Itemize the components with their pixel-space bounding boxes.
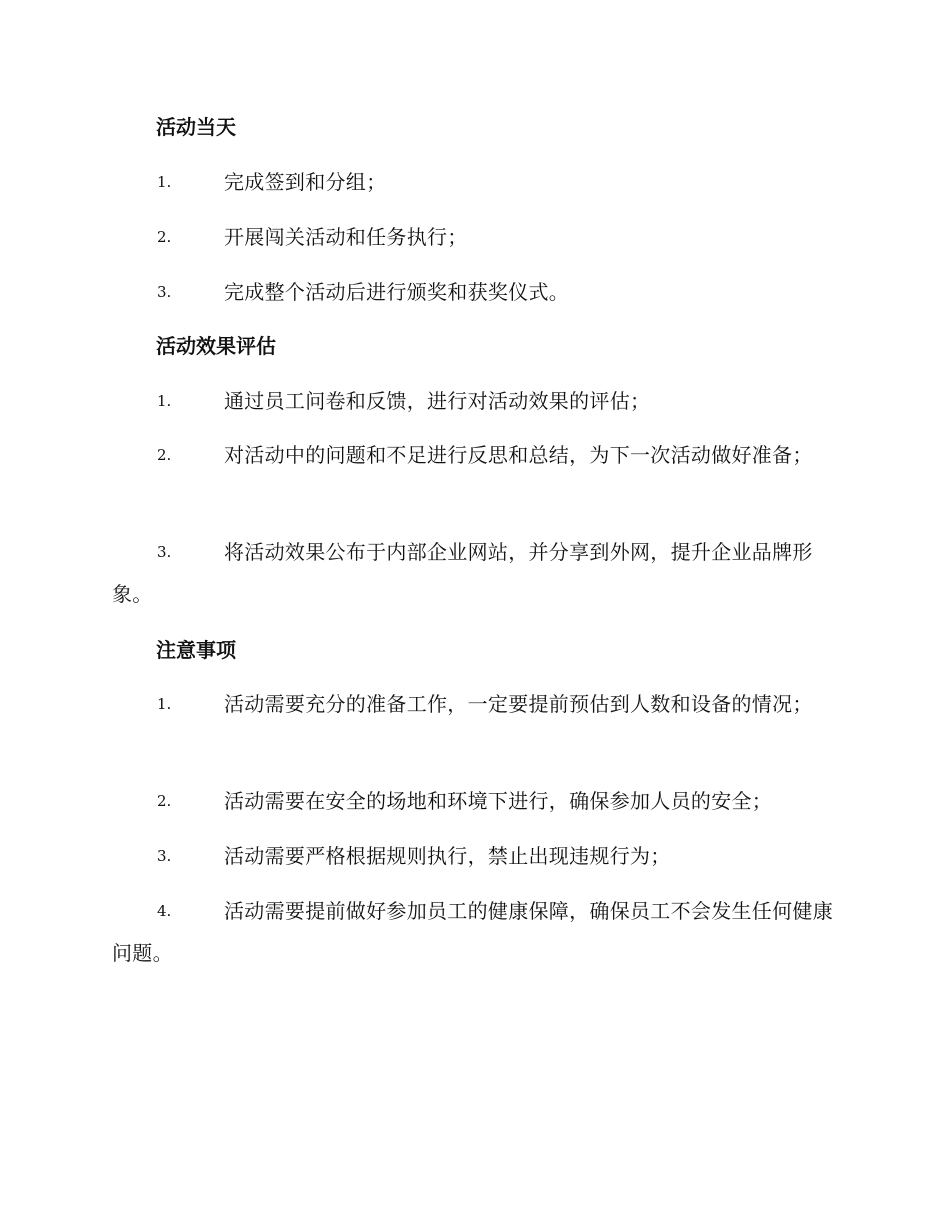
list-item-text: 活动需要严格根据规则执行，禁止出现违规行为；	[224, 844, 671, 868]
list-item	[112, 434, 842, 476]
list-item-text: 完成签到和分组；	[224, 170, 387, 194]
list-item-text: 活动需要充分的准备工作，一定要提前预估到人数和设备的情况；	[224, 692, 813, 716]
list-item	[112, 271, 842, 313]
list-item-text: 开展闯关活动和任务执行；	[224, 225, 468, 249]
list-item	[112, 835, 842, 877]
list-item-number: 1.	[157, 173, 172, 191]
list-item-text: 通过员工问卷和反馈，进行对活动效果的评估；	[224, 389, 651, 413]
list-item	[112, 890, 842, 974]
list-item-number: 2.	[157, 228, 172, 246]
list-item-number: 3.	[157, 543, 172, 561]
list-item-number: 1.	[157, 392, 172, 410]
list-item-text: 完成整个活动后进行颁奖和获奖仪式。	[224, 280, 570, 304]
list-item-text: 将活动效果公布于内部企业网站，并分享到外网，提升企业品牌形象。	[112, 540, 813, 606]
list-item-number: 2.	[157, 446, 172, 464]
section-heading-notes: 注意事项	[156, 638, 236, 662]
section-heading-evaluation: 活动效果评估	[156, 334, 276, 358]
list-item-text: 活动需要在安全的场地和环境下进行，确保参加人员的安全；	[224, 789, 773, 813]
list-item-text: 对活动中的问题和不足进行反思和总结，为下一次活动做好准备；	[224, 443, 813, 467]
list-item-number: 2.	[157, 792, 172, 810]
list-item-number: 3.	[157, 283, 172, 301]
list-item	[112, 216, 842, 258]
list-item	[112, 531, 842, 615]
list-item-text: 活动需要提前做好参加员工的健康保障，确保员工不会发生任何健康问题。	[112, 899, 833, 965]
list-item	[112, 683, 842, 725]
list-item	[112, 780, 842, 822]
list-item-number: 1.	[157, 695, 172, 713]
list-item	[112, 161, 842, 203]
list-item-number: 3.	[157, 847, 172, 865]
list-item	[112, 380, 842, 422]
section-heading-event-day: 活动当天	[156, 115, 236, 139]
list-item-number: 4.	[157, 902, 172, 920]
